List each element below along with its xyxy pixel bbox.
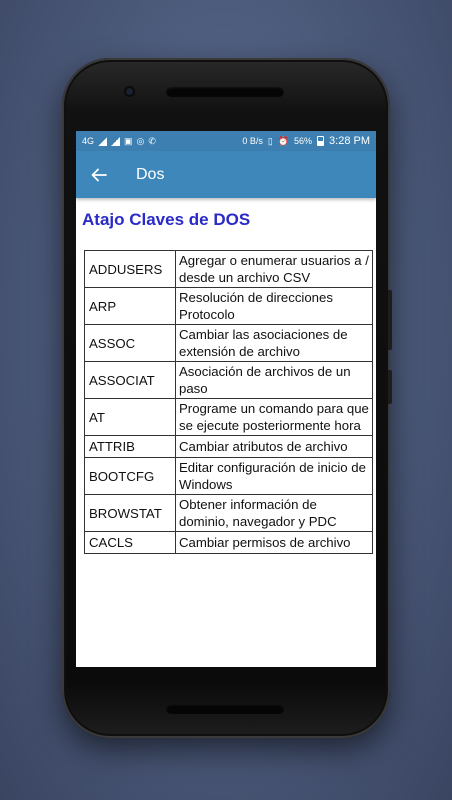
back-button[interactable] xyxy=(76,151,122,198)
page-title: Dos xyxy=(136,165,165,183)
app-bar xyxy=(76,151,376,198)
description-cell: Resolución de direcciones Protocolo xyxy=(176,288,373,325)
table-row xyxy=(85,325,373,362)
alarm-icon: ⏰ xyxy=(277,135,290,146)
description-cell: Cambiar permisos de archivo xyxy=(176,532,373,554)
battery-icon xyxy=(317,136,324,146)
description-cell: Asociación de archivos de un paso xyxy=(176,362,373,399)
command-cell: AT xyxy=(85,399,176,436)
back-arrow-icon xyxy=(91,167,107,183)
table-row xyxy=(85,288,373,325)
command-cell: ATTRIB xyxy=(85,436,176,458)
content-area[interactable] xyxy=(76,198,376,554)
net-speed: 0 B/s xyxy=(242,135,263,146)
table-row xyxy=(85,399,373,436)
bottom-speaker xyxy=(166,704,284,714)
table-row xyxy=(85,458,373,495)
volume-button xyxy=(388,370,392,404)
table-row xyxy=(85,532,373,554)
signal-icon xyxy=(111,137,120,146)
chat-icon: ◎ xyxy=(136,135,145,146)
command-cell: ASSOC xyxy=(85,325,176,362)
command-cell: ARP xyxy=(85,288,176,325)
table-row xyxy=(85,436,373,458)
vibrate-icon: ▯ xyxy=(267,135,273,146)
command-cell: ASSOCIAT xyxy=(85,362,176,399)
description-cell: Cambiar las asociaciones de extensión de archivo xyxy=(176,325,373,362)
description-cell: Agregar o enumerar usuarios a / desde un archivo CSV xyxy=(176,251,373,288)
command-cell: CACLS xyxy=(85,532,176,554)
network-type-label: 4G xyxy=(82,135,95,146)
table-row xyxy=(85,362,373,399)
front-camera xyxy=(126,88,133,95)
top-speaker xyxy=(166,87,284,97)
description-cell: Programe un comando para que se ejecute posteriormente hora xyxy=(176,399,373,436)
description-cell: Obtener información de dominio, navegador y PDC xyxy=(176,495,373,532)
clock: 3:28 PM xyxy=(329,134,370,147)
description-cell: Cambiar atributos de archivo xyxy=(176,436,373,458)
command-cell: ADDUSERS xyxy=(85,251,176,288)
status-bar xyxy=(76,131,376,151)
table-row xyxy=(85,495,373,532)
image-icon: ▣ xyxy=(124,135,133,146)
command-cell: BROWSTAT xyxy=(85,495,176,532)
viber-icon: ✆ xyxy=(148,135,156,146)
description-cell: Editar configuración de inicio de Windows xyxy=(176,458,373,495)
battery-percent: 56% xyxy=(294,135,313,146)
command-cell: BOOTCFG xyxy=(85,458,176,495)
section-heading: Atajo Claves de DOS xyxy=(82,210,251,229)
phone-screen xyxy=(76,131,376,667)
signal-icon xyxy=(98,137,107,146)
power-button xyxy=(388,290,392,350)
commands-table xyxy=(84,250,373,554)
table-row xyxy=(85,251,373,288)
